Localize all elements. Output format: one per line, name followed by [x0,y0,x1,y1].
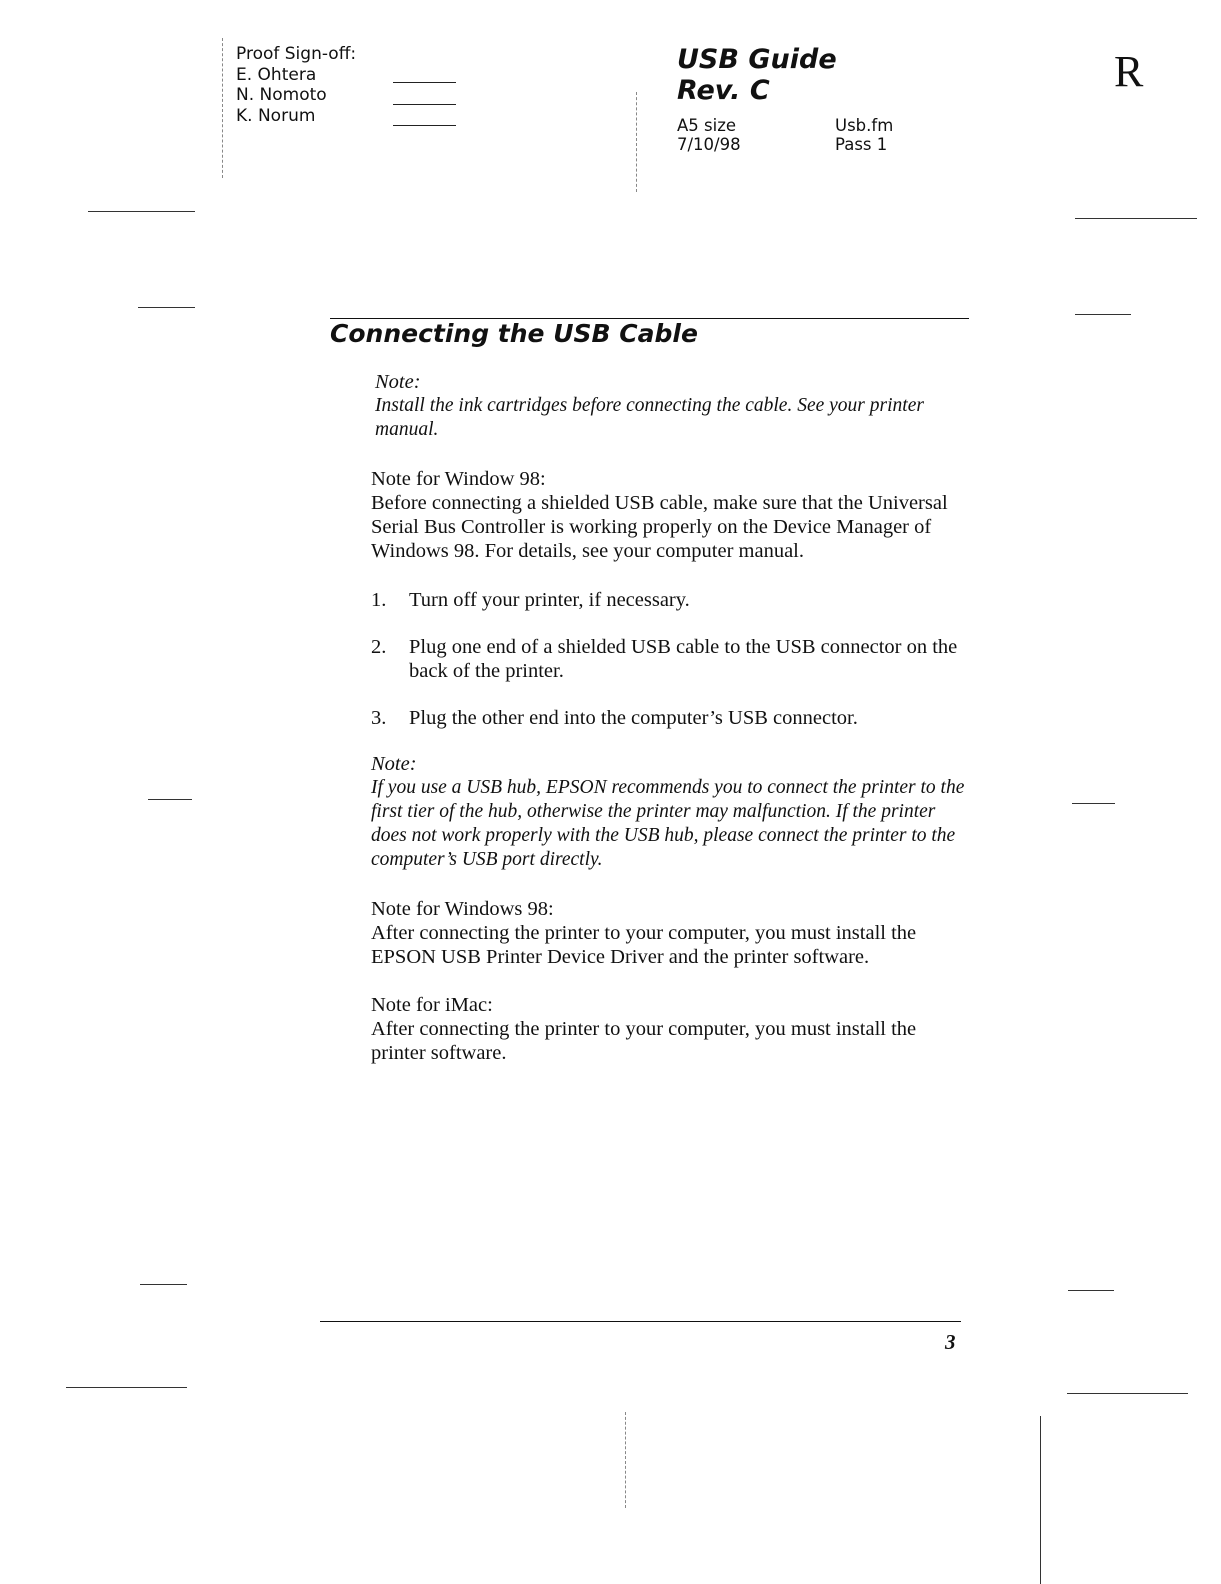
signoff-line [393,104,456,105]
note-label: Note: [371,753,417,775]
step-item [371,635,971,683]
doc-date: 7/10/98 [677,135,741,154]
footer-rule [320,1321,961,1322]
note-block [371,752,971,872]
crop-mark [222,38,223,178]
win98-note-block [371,467,976,563]
signoff-line [393,82,456,83]
crop-mark [1040,1416,1041,1584]
crop-mark [625,1412,626,1508]
signoff-title: Proof Sign-off: [236,44,357,64]
note-text: Install the ink cartridges before connecting the cable. See your printer manual. [375,395,924,440]
step-number: 1. [371,589,387,611]
proof-signoff [236,44,356,126]
note-label: Note: [375,371,421,393]
step-number: 3. [371,707,387,729]
step-item [371,588,971,612]
step-text: Turn off your printer, if necessary. [409,589,690,611]
win98b-text: After connecting the printer to your computer, you must install the EPSON USB Printer Device Driver and the printer software. [371,922,917,968]
step-text: Plug one end of a shielded USB cable to the USB connector on the back of the printer. [409,636,958,682]
crop-mark [140,1284,187,1285]
signoff-line [393,125,456,126]
section-title: Connecting the USB Cable [330,319,698,348]
step-item [371,706,971,730]
doc-revision: Rev. C [677,75,770,106]
step-text: Plug the other end into the computer’s USB connector. [409,707,858,729]
signoff-name: K. Norum [236,105,316,126]
crop-mark [138,307,195,308]
crop-mark [148,799,192,800]
win98b-label: Note for Windows 98: [371,898,554,920]
crop-mark [1075,314,1131,315]
crop-mark [1075,218,1197,219]
page-number: 3 [945,1330,956,1354]
crop-mark [1072,803,1115,804]
crop-mark [88,211,195,212]
imac-label: Note for iMac: [371,994,493,1016]
imac-note-block [371,993,971,1065]
win98b-note-block [371,897,971,969]
crop-mark [1067,1393,1188,1394]
crop-mark [66,1387,187,1388]
imac-text: After connecting the printer to your computer, you must install the printer software. [371,1018,917,1064]
note-block [375,370,975,442]
pass-number: Pass 1 [835,135,888,154]
signoff-name: E. Ohtera [236,64,317,85]
page-size: A5 size [677,116,737,135]
note-text: If you use a USB hub, EPSON recommends you to connect the printer to the first tier of the hub, otherwise the printer may malfunction. If the printer does not work properly with the USB hub, please connect the printer to the computer’s USB port directly. [371,777,965,870]
signoff-name: N. Nomoto [236,85,327,105]
page-letter: R [1114,47,1144,96]
crop-mark [636,92,637,192]
meta-left [677,116,741,154]
doc-title-block [677,44,837,106]
doc-title: USB Guide [677,44,837,75]
win98-label: Note for Window 98: [371,468,546,490]
file-name: Usb.fm [835,116,894,135]
win98-text: Before connecting a shielded USB cable, make sure that the Universal Serial Bus Controller is working properly on the Device Manager of Windows 98. For details, see your computer manual. [371,492,948,562]
crop-mark [1068,1290,1114,1291]
step-number: 2. [371,636,387,658]
meta-right [835,116,893,154]
